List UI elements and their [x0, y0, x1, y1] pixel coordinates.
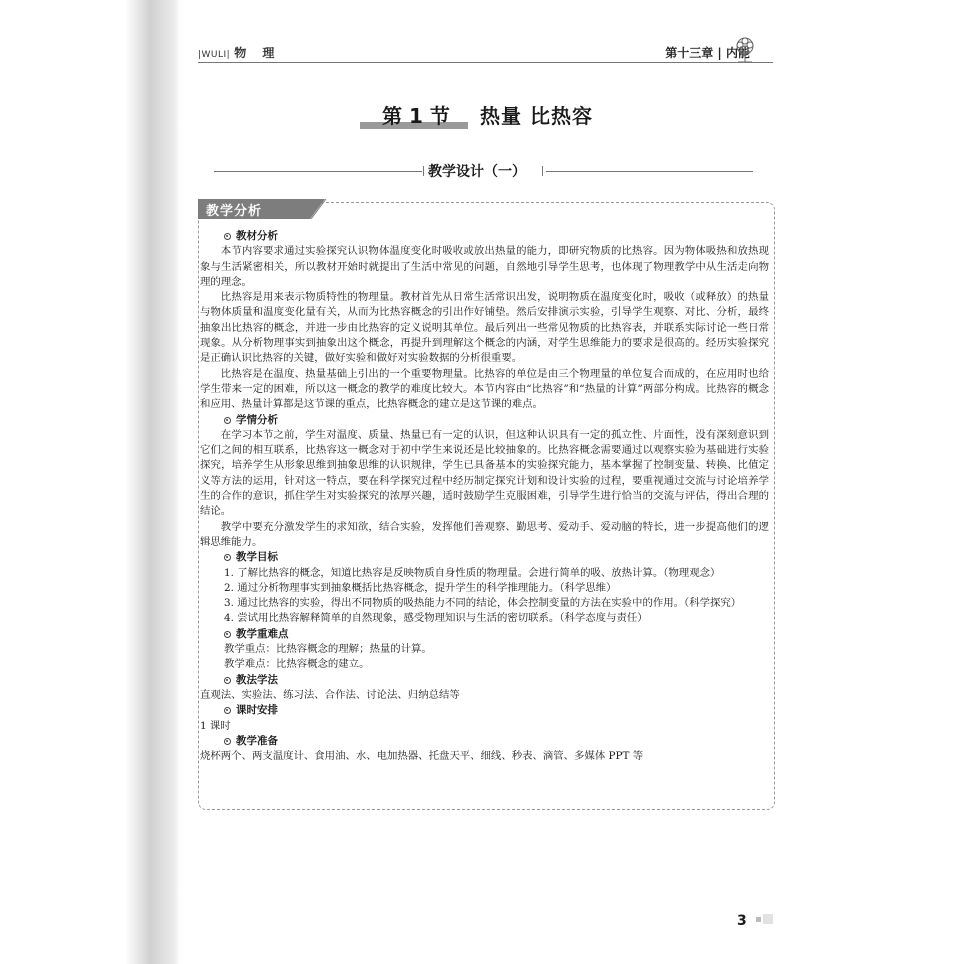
subheading-schedule: [224, 703, 769, 718]
paragraph: 在学习本节之前，学生对温度、质量、热量已有一定的认识，但这种认识具有一定的孤立性、片面性，没有深刻意识到它们之间的相互联系，比热容这一概念对于初中学生来说还是比较抽象的。比热容概念需要通过以观察实验为基础进行实验探究，培养学生从形象思维到抽象思维的认识规律，学生已具备基本的实验探究能力，基本掌握了控制变量、转换、比值定义等方法的运用，针对这一特点，要在科学探究过程中经历制定探究计划和设计实验的过程，要重视通过交流与讨论培养学生的合作的意识，抓住学生对实验探究的浓厚兴趣，适时鼓励学生克服困难，引导学生进行恰当的交流与评估，得出合理的结论。: [200, 428, 769, 518]
book-spine-shadow: [0, 0, 180, 964]
banner-label: 教学分析: [206, 204, 263, 219]
paragraph: 比热容是在温度、热量基础上引出的一个重要物理量。比热容的单位是由三个物理量的单位复合而成的，在应用时也给学生带来一定的困难，所以这一概念的教学的难度比较大。本节内容由“比热容”和“热量的计算”两部分构成。比热容的概念和应用、热量计算都是这节课的重点，比热容概念的建立是这节课的难点。: [200, 367, 769, 411]
page-number-mark: [756, 917, 761, 922]
goal-item: 1. 了解比热容的概念，知道比热容是反映物质自身性质的物理量。会进行简单的吸、放热计算。（物理观念）: [224, 566, 721, 579]
prep-text: 烧杯两个、两支温度计、食用油、水、电加热器、托盘天平、细线、秒表、滴管、多媒体 PPT 等: [200, 750, 644, 763]
running-header-chapter: 第十三章 | 内能: [665, 46, 750, 60]
bullet-icon: [224, 417, 231, 424]
subheading-text: 课时安排: [236, 704, 278, 717]
subheading-key: [224, 627, 769, 642]
bullet-icon: [224, 738, 231, 745]
subheading-students: [224, 413, 769, 428]
subheading-text: 教学准备: [236, 734, 278, 747]
page-number: 3: [737, 913, 747, 929]
methods-text: 直观法、实验法、练习法、合作法、讨论法、归纳总结等: [200, 688, 460, 701]
analysis-content: [200, 229, 769, 764]
bullet-icon: [224, 554, 231, 561]
subheading-methods: [224, 673, 769, 688]
section-number: 第 1 节: [382, 104, 450, 128]
teaching-focus: 教学重点：比热容概念的理解；热量的计算。: [224, 643, 432, 656]
design-rule-left: [214, 171, 422, 172]
bullet-icon: [224, 233, 231, 240]
subheading-text: 教学目标: [236, 551, 278, 564]
design-tick-left: [423, 166, 424, 176]
page-number-tab: [763, 914, 773, 924]
design-title: 教学设计（一）: [428, 164, 526, 180]
subheading-text: 教材分析: [236, 230, 278, 242]
bullet-icon: [224, 677, 231, 684]
subheading-goals: [224, 550, 769, 565]
subheading-material: [224, 229, 769, 244]
section-title: [360, 100, 660, 136]
section-name: 热量 比热容: [480, 104, 593, 128]
goal-item: 2. 通过分析物理事实到抽象概括比热容概念，提升学生的科学推理能力。（科学思维）: [224, 581, 617, 594]
teaching-difficulty: 教学难点：比热容概念的建立。: [224, 658, 370, 671]
paragraph: 教学中要充分激发学生的求知欲，结合实验，发挥他们善观察、勤思考、爱动手、爱动脑的特长，进一步提高他们的逻辑思维能力。: [200, 520, 769, 548]
schedule-text: 1 课时: [200, 719, 231, 732]
paragraph: 比热容是用来表示物质特性的物理量。教材首先从日常生活常识出发，说明物质在温度变化时，吸收（或释放）的热量与物体质量和温度变化量有关，从而为比热容概念的引出作好铺垫。然后安排演示实验，引导学生观察、对比、分析，最终抽象出比热容的概念，并进一步由比热容的定义说明其单位。最后列出一些常见物质的比热容表，并联系实际讨论一些日常现象。从分析物理事实到抽象出这个概念，再提升到理解这个概念的内涵，对学生思维能力的要求是很高的。经历实验探究是正确认识比热容的关键，做好实验和做好对实验数据的分析很重要。: [200, 291, 769, 365]
tree-icon: [732, 36, 758, 64]
subheading-text: 教法学法: [236, 673, 278, 686]
goal-item: 4. 尝试用比热容解释简单的自然现象，感受物理知识与生活的密切联系。（科学态度与责任）: [224, 612, 648, 625]
bullet-icon: [224, 631, 231, 638]
subheading-prep: [224, 734, 769, 749]
subject-abbr: |WULI|: [198, 50, 231, 60]
goal-item: 3. 通过比热容的实验，得出不同物质的吸热能力不同的结论，体会控制变量的方法在实验中的作用。（科学探究）: [224, 597, 742, 610]
subheading-text: 教学重难点: [236, 627, 289, 640]
paragraph: 本节内容要求通过实验探究认识物体温度变化时吸收或放出热量的能力，即研究物质的比热容。因为物体吸热和放热现象与生活紧密相关，所以教材开始时就提出了生活中常见的问题，自然地引导学生思考，也体现了物理教学中从生活走向物理的理念。: [200, 245, 769, 288]
header-rule: [198, 62, 773, 63]
design-rule-right: [546, 171, 753, 172]
page: [180, 0, 964, 964]
design-tick-right: [542, 166, 543, 176]
bullet-icon: [224, 707, 231, 714]
running-header-left: [198, 44, 280, 61]
subject-name: 物 理: [234, 46, 281, 60]
subheading-text: 学情分析: [236, 413, 278, 426]
